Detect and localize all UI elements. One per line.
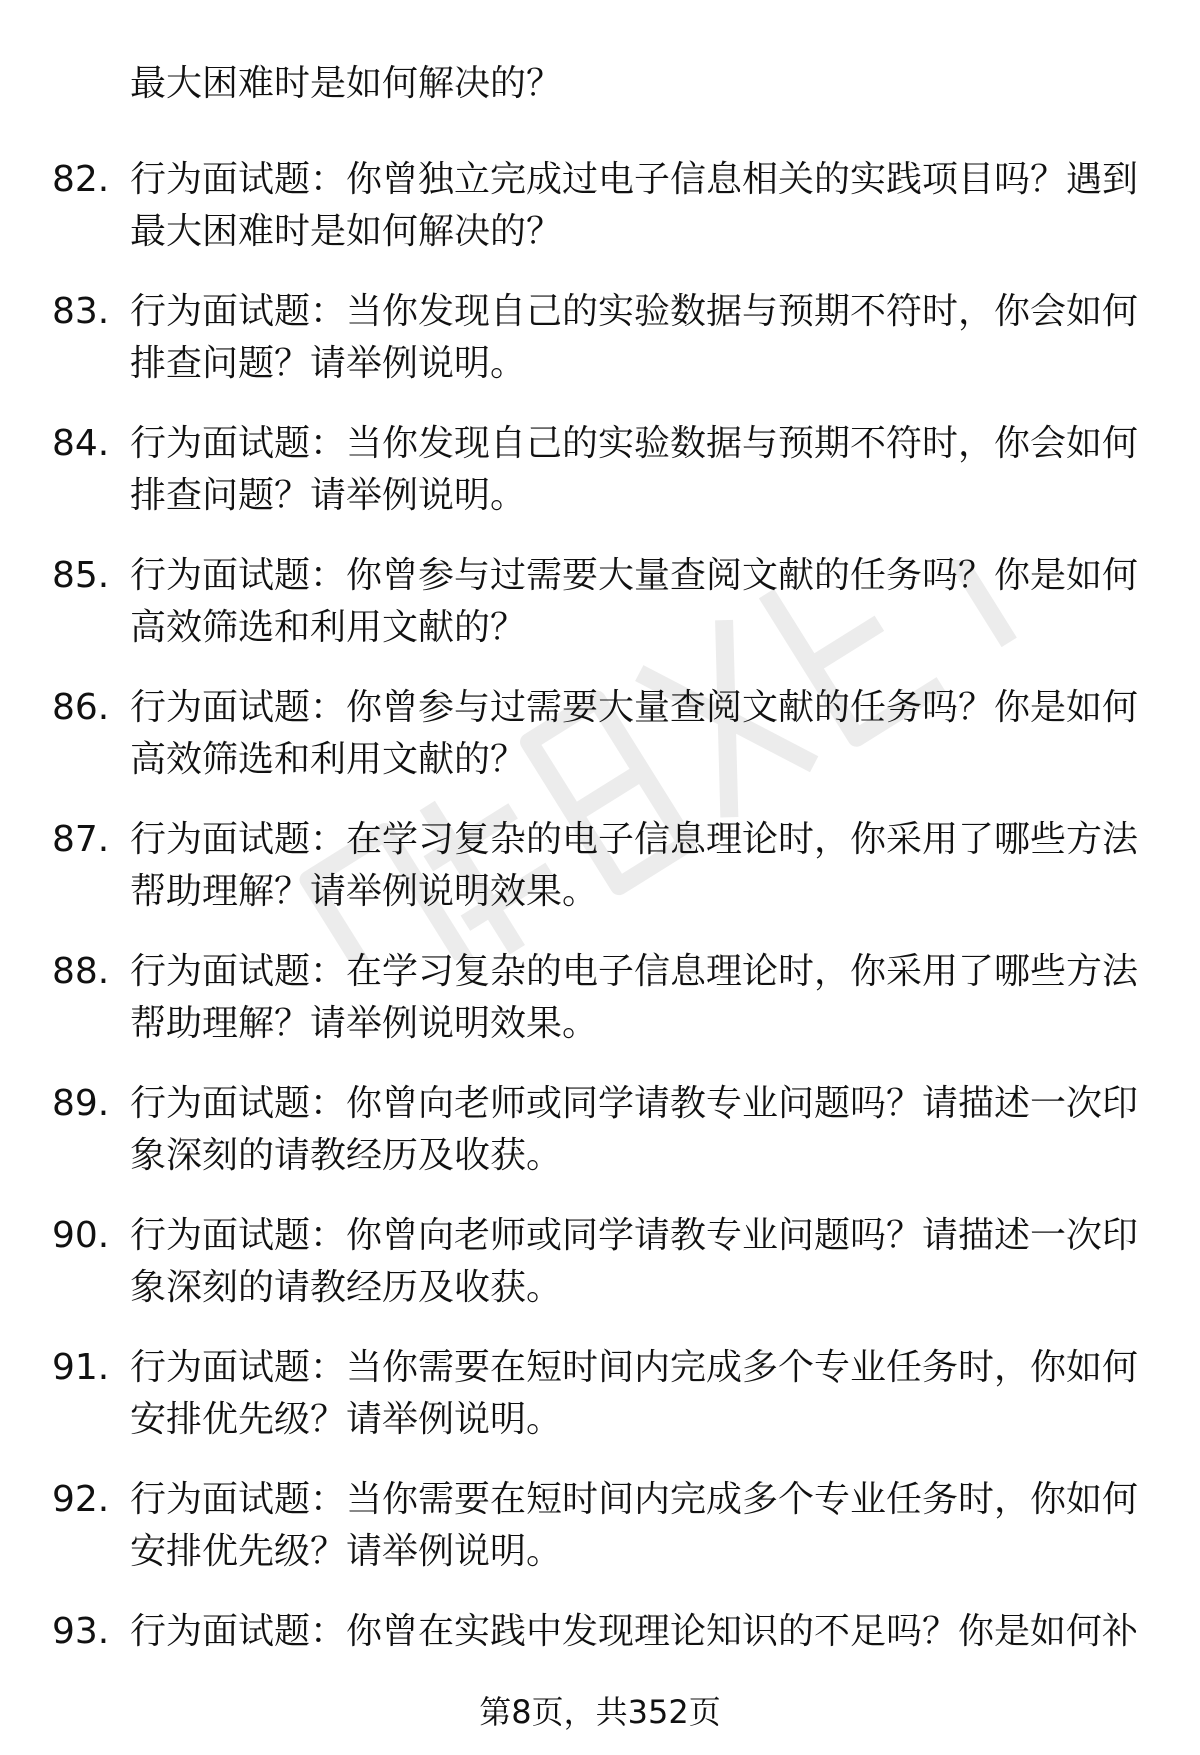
question-text: 行为面试题：你曾向老师或同学请教专业问题吗？请描述一次印象深刻的请教经历及收获。 [130,1215,1139,1308]
question-text: 行为面试题：你曾向老师或同学请教专业问题吗？请描述一次印象深刻的请教经历及收获。 [130,1083,1139,1176]
question-item [0,1342,1200,1474]
question-number: 85. [52,555,110,596]
question-item [0,814,1200,946]
question-item [0,154,1200,286]
question-text: 行为面试题：当你发现自己的实验数据与预期不符时，你会如何排查问题？请举例说明。 [130,423,1139,516]
question-number: 89. [52,1083,110,1124]
question-text: 行为面试题：当你需要在短时间内完成多个专业任务时，你如何安排优先级？请举例说明。 [130,1347,1139,1440]
question-list [0,154,1200,1738]
question-number: 86. [52,687,110,728]
question-item [0,286,1200,418]
page-footer: 第8页，共352页 [479,1693,721,1731]
question-text: 行为面试题：在学习复杂的电子信息理论时，你采用了哪些方法帮助理解？请举例说明效果。 [130,951,1139,1044]
question-text: 行为面试题：当你发现自己的实验数据与预期不符时，你会如何排查问题？请举例说明。 [130,291,1139,384]
question-item [0,418,1200,550]
question-number: 92. [52,1479,110,1520]
question-item [0,1210,1200,1342]
question-text: 行为面试题：你曾参与过需要大量查阅文献的任务吗？你是如何高效筛选和利用文献的？ [130,555,1139,648]
question-text: 行为面试题：你曾参与过需要大量查阅文献的任务吗？你是如何高效筛选和利用文献的？ [130,687,1139,780]
question-number: 93. [52,1611,110,1652]
question-number: 83. [52,291,110,332]
question-number: 88. [52,951,110,992]
question-number: 91. [52,1347,110,1388]
continued-question-text: 最大困难时是如何解决的？ [130,63,563,104]
question-item [0,550,1200,682]
question-number: 90. [52,1215,110,1256]
question-item [0,682,1200,814]
question-text: 行为面试题：在学习复杂的电子信息理论时，你采用了哪些方法帮助理解？请举例说明效果。 [130,819,1139,912]
question-text: 行为面试题：当你需要在短时间内完成多个专业任务时，你如何安排优先级？请举例说明。 [130,1479,1139,1572]
question-text: 行为面试题：你曾独立完成过电子信息相关的实践项目吗？遇到最大困难时是如何解决的？ [130,159,1139,252]
question-number: 87. [52,819,110,860]
question-number: 84. [52,423,110,464]
question-item [0,1078,1200,1210]
question-item [0,1474,1200,1606]
question-number: 82. [52,159,110,200]
question-item [0,946,1200,1078]
question-text: 行为面试题：你曾在实践中发现理论知识的不足吗？你是如何补 [130,1611,1139,1652]
